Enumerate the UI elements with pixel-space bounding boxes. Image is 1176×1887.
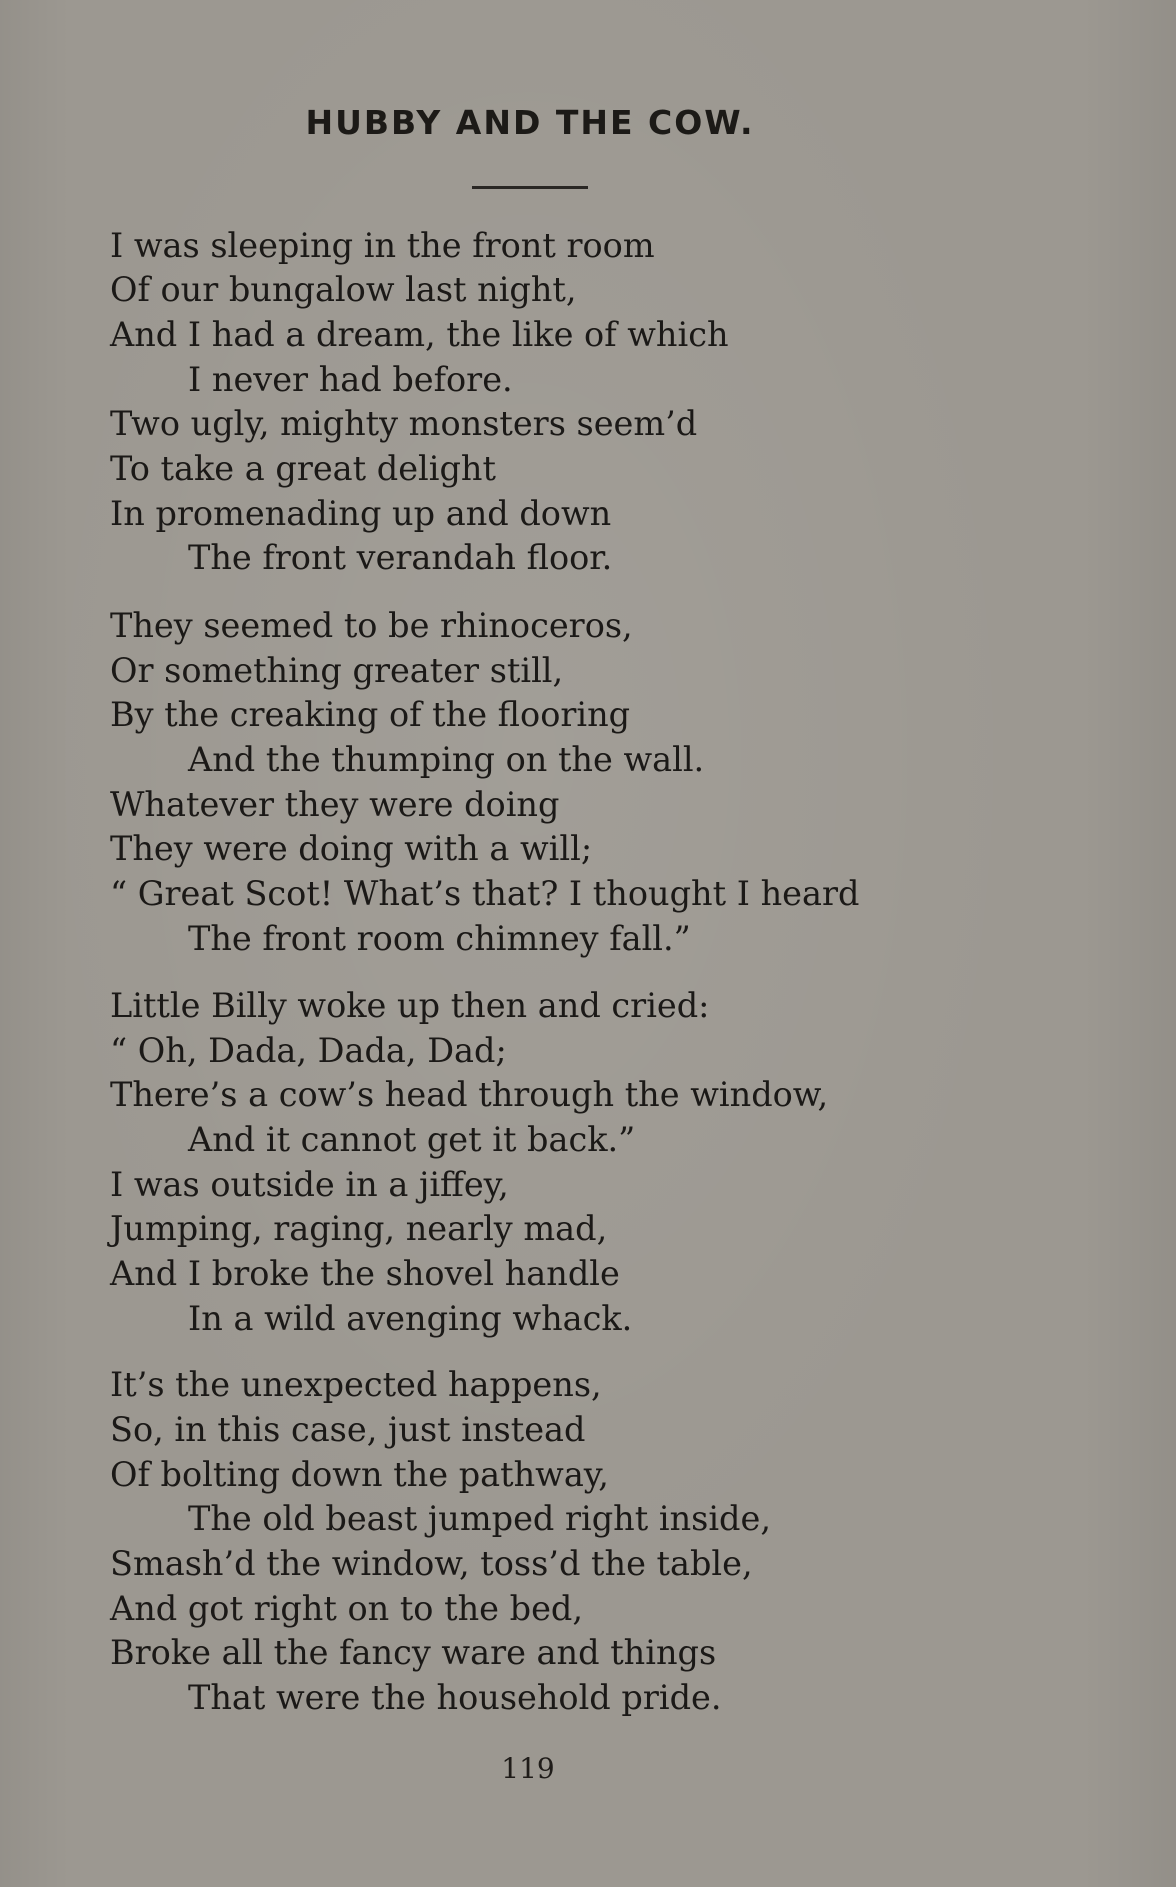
poem-line: In promenading up and down [110, 494, 612, 533]
poem-line: To take a great delight [110, 449, 496, 488]
poem-line: That were the household pride. [188, 1678, 722, 1717]
page-number: 119 [501, 1752, 555, 1785]
poem-line: The front room chimney fall.” [188, 919, 691, 958]
poem-line: In a wild avenging whack. [188, 1299, 633, 1338]
poem-line: The front verandah floor. [188, 538, 613, 577]
poem-line: And I broke the shovel handle [110, 1254, 620, 1293]
poem-line: “ Oh, Dada, Dada, Dad; [110, 1031, 507, 1070]
poem-line: “ Great Scot! What’s that? I thought I heard [110, 874, 860, 913]
poem-line: By the creaking of the flooring [110, 695, 631, 734]
poem-line: It’s the unexpected happens, [110, 1365, 602, 1404]
poem-line: I was sleeping in the front room [110, 226, 655, 265]
poem-line: They seemed to be rhinoceros, [110, 606, 633, 645]
poem-line: Whatever they were doing [110, 785, 560, 824]
poem-line: So, in this case, just instead [110, 1410, 586, 1449]
title-rule [472, 186, 588, 189]
poem-line: And I had a dream, the like of which [110, 315, 729, 354]
poem-line: The old beast jumped right inside, [188, 1499, 771, 1538]
poem-line: Broke all the fancy ware and things [110, 1633, 717, 1672]
poem-line: They were doing with a will; [110, 829, 593, 868]
poem-line: There’s a cow’s head through the window, [110, 1075, 829, 1114]
poem-line: And it cannot get it back.” [188, 1120, 636, 1159]
poem-line: Two ugly, mighty monsters seem’d [110, 404, 698, 443]
poem-line: Of our bungalow last night, [110, 270, 577, 309]
poem-line: Smash’d the window, toss’d the table, [110, 1544, 753, 1583]
poem-line: Or something greater still, [110, 651, 564, 690]
poem-line: And the thumping on the wall. [188, 740, 705, 779]
poem-line: I was outside in a jiffey, [110, 1165, 509, 1204]
poem-line: Little Billy woke up then and cried: [110, 986, 710, 1025]
poem-line: Of bolting down the pathway, [110, 1455, 609, 1494]
poem-line: And got right on to the bed, [110, 1589, 583, 1628]
poem-title: HUBBY AND THE COW. [305, 103, 755, 142]
poem-line: I never had before. [188, 360, 513, 399]
poem-line: Jumping, raging, nearly mad, [110, 1209, 608, 1248]
